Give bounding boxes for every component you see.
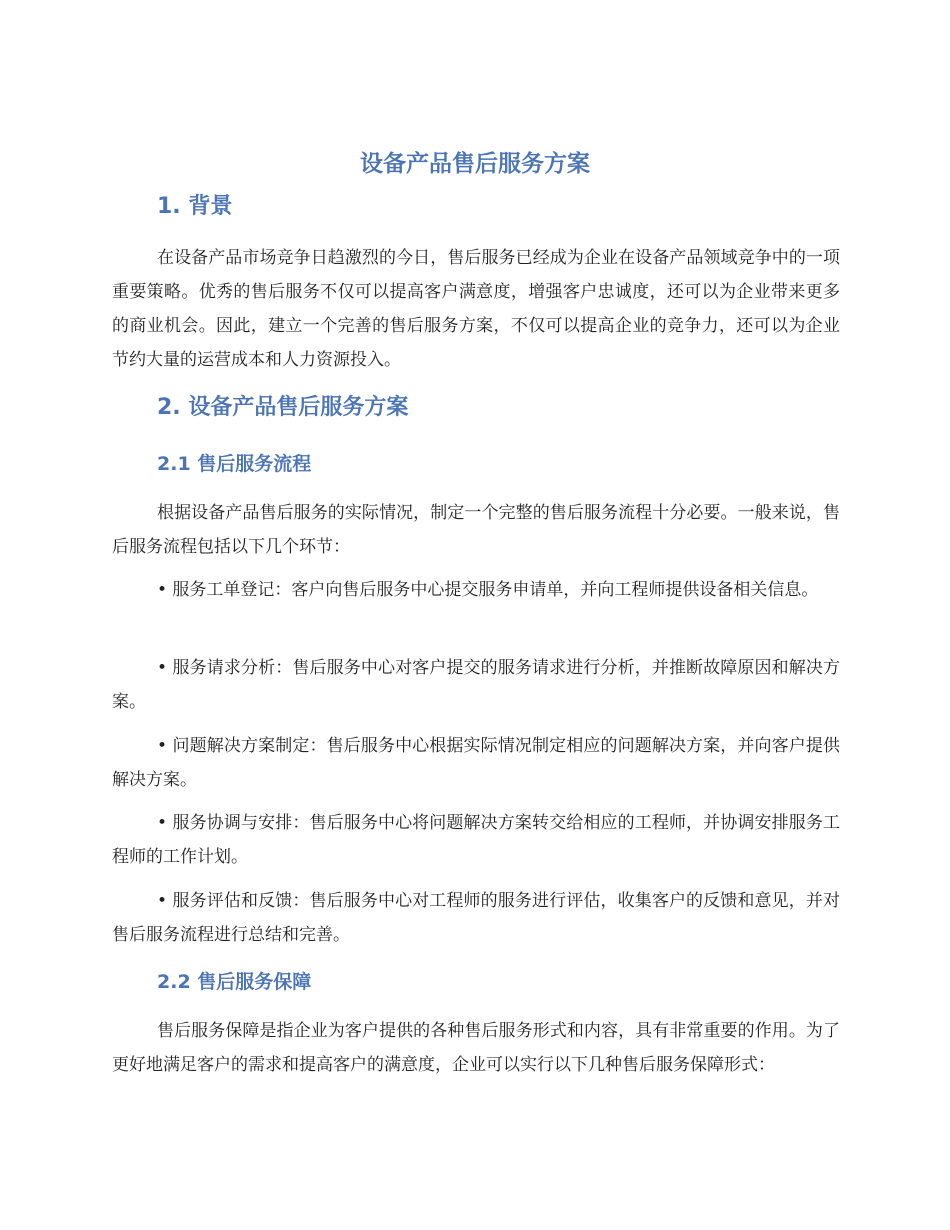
process-list-item: • 服务工单登记：客户向售后服务中心提交服务申请单，并向工程师提供设备相关信息。 [157, 580, 819, 600]
process-intro-paragraph: 根据设备产品售后服务的实际情况，制定一个完整的售后服务流程十分必要。一般来说，售后服务流程包括以下几个环节： [112, 503, 840, 557]
section-heading-plan: 2. 设备产品售后服务方案 [157, 395, 409, 420]
section-heading-background: 1. 背景 [157, 194, 233, 219]
document-title: 设备产品售后服务方案 [360, 151, 590, 177]
process-list-item: • 服务评估和反馈：售后服务中心对工程师的服务进行评估，收集客户的反馈和意见，并对售后服务流程进行总结和完善。 [112, 891, 840, 945]
subsection-heading-process: 2.1 售后服务流程 [157, 453, 312, 475]
process-list-item: • 问题解决方案制定：售后服务中心根据实际情况制定相应的问题解决方案，并向客户提供解决方案。 [112, 736, 840, 790]
background-paragraph: 在设备产品市场竞争日趋激烈的今日，售后服务已经成为企业在设备产品领域竞争中的一项重要策略。优秀的售后服务不仅可以提高客户满意度，增强客户忠诚度，还可以为企业带来更多的商业机会。因此，建立一个完善的售后服务方案，不仅可以提高企业的竞争力，还可以为企业节约大量的运营成本和人力资源投入。 [112, 248, 840, 370]
process-list-item: • 服务协调与安排：售后服务中心将问题解决方案转交给相应的工程师，并协调安排服务工程师的工作计划。 [112, 813, 840, 867]
subsection-heading-guarantee: 2.2 售后服务保障 [157, 971, 312, 993]
process-list-item: • 服务请求分析：售后服务中心对客户提交的服务请求进行分析，并推断故障原因和解决方案。 [112, 658, 840, 712]
guarantee-intro-paragraph: 售后服务保障是指企业为客户提供的各种售后服务形式和内容，具有非常重要的作用。为了更好地满足客户的需求和提高客户的满意度，企业可以实行以下几种售后服务保障形式： [112, 1021, 840, 1075]
